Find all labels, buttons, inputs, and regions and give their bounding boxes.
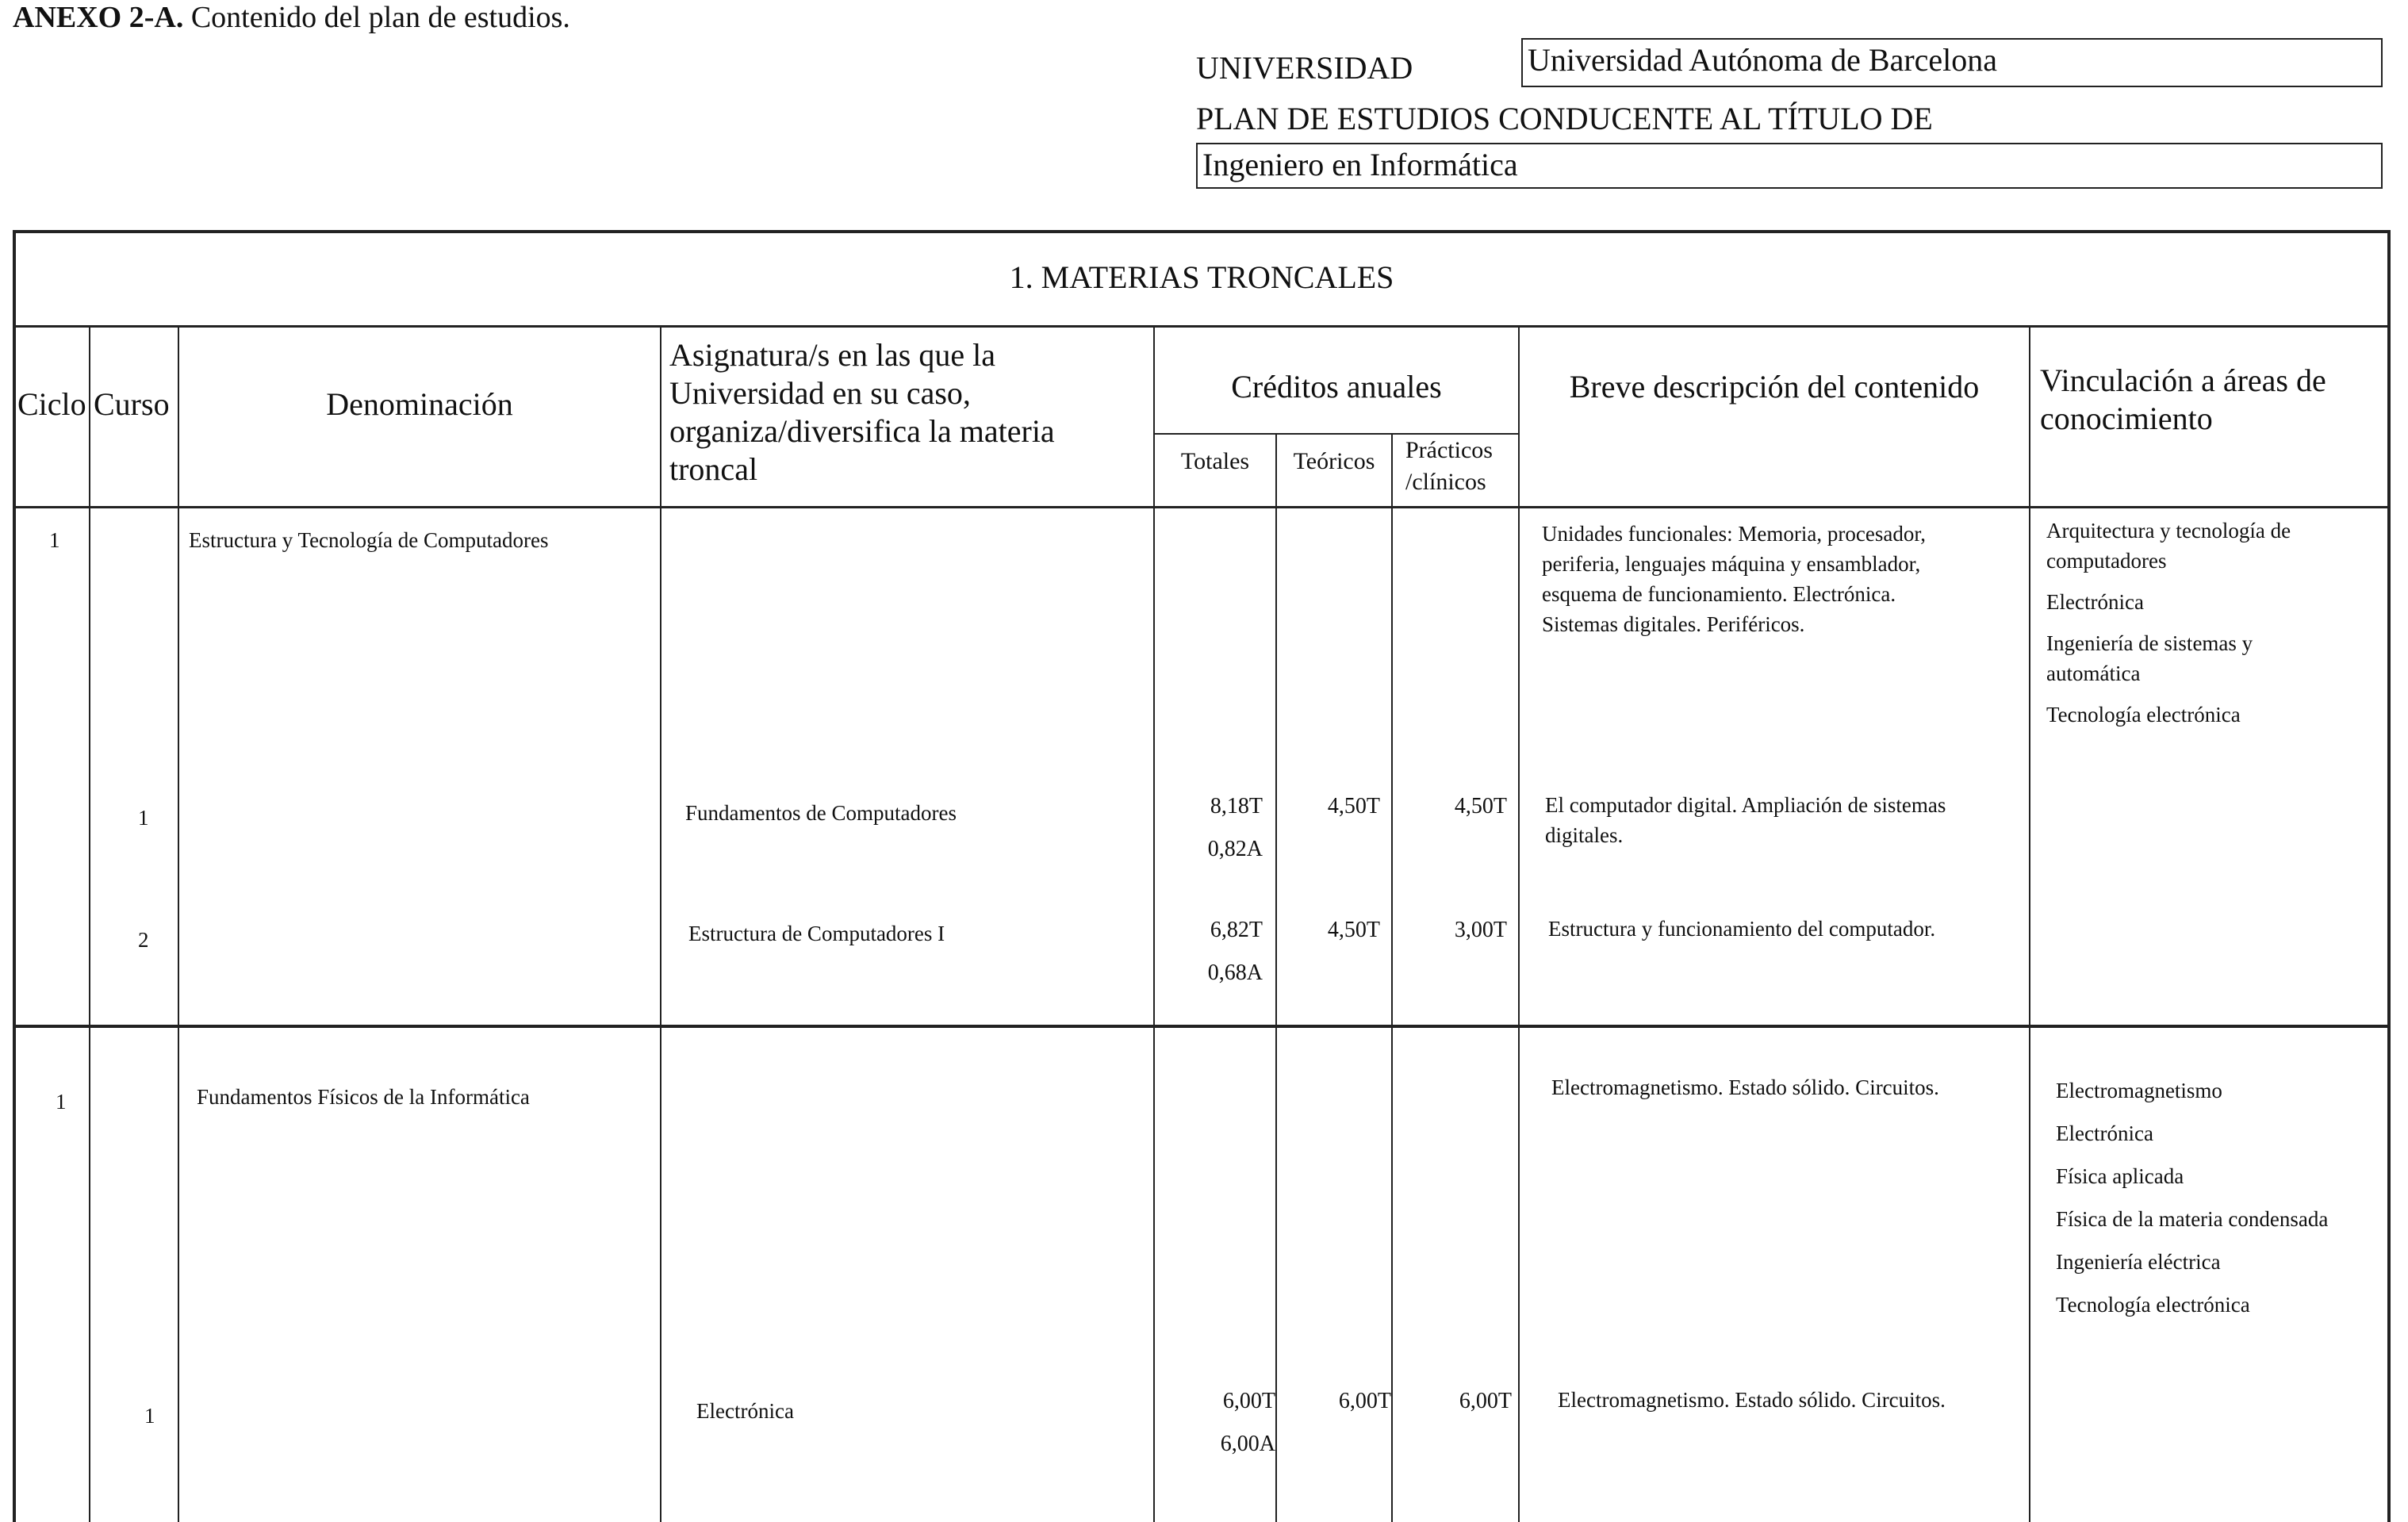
titulo-value: Ingeniero en Informática [1202, 147, 1518, 182]
col-curso: Curso [94, 386, 170, 422]
asignatura-descripcion: El computador digital. Ampliación de sistemas digitales. [1545, 793, 1946, 847]
area-item: Física de la materia condensada [2056, 1207, 2329, 1231]
universidad-value: Universidad Autónoma de Barcelona [1528, 42, 1998, 78]
area-item: Electrónica [2046, 590, 2144, 614]
materia-ciclo: 1 [49, 528, 60, 552]
area-item: Ingeniería de sistemas y [2046, 631, 2253, 655]
materia-denominacion: Fundamentos Físicos de la Informática [197, 1085, 530, 1109]
asignatura-practicos: 6,00T [1459, 1389, 1512, 1413]
asignatura-teoricos: 4,50T [1327, 794, 1380, 819]
area-item: Física aplicada [2056, 1164, 2184, 1188]
universidad-label: UNIVERSIDAD [1196, 50, 1413, 86]
asignatura-totales-t: 6,00T [1222, 1389, 1275, 1413]
materia-areas [2046, 516, 2291, 730]
col-practicos: Prácticos /clínicos [1405, 437, 1493, 495]
materias-troncales-table [13, 230, 2391, 1522]
asignatura-curso: 2 [138, 928, 149, 952]
materia-descripcion: Electromagnetismo. Estado sólido. Circuitos. [1551, 1075, 1939, 1099]
asignatura-nombre: Fundamentos de Computadores [685, 801, 957, 825]
asignatura-totales-a: 0,82A [1207, 837, 1263, 861]
plan-label: PLAN DE ESTUDIOS CONDUCENTE AL TÍTULO DE [1196, 101, 1933, 136]
area-item: Ingeniería eléctrica [2056, 1250, 2221, 1274]
asignatura-teoricos: 6,00T [1338, 1389, 1391, 1413]
materia-descripcion: Unidades funcionales: Memoria, procesador, periferia, lenguajes máquina y ensamblador, esquema de funcionamiento. Electrónica. Sistemas digitales. Periféricos. [1542, 522, 1927, 636]
asignatura-totales-t: 8,18T [1210, 794, 1263, 819]
asignatura-teoricos: 4,50T [1327, 918, 1380, 942]
col-asignatura: Asignatura/s en las que la Universidad en su caso, organiza/diversifica la materia troncal [669, 337, 1055, 487]
area-item: Tecnología electrónica [2056, 1293, 2250, 1317]
section-title: 1. MATERIAS TRONCALES [1009, 259, 1394, 295]
col-creditos: Créditos anuales [1231, 369, 1442, 404]
asignatura-totales-a: 0,68A [1207, 960, 1263, 985]
materia-ciclo: 1 [56, 1090, 67, 1114]
asignatura-curso: 1 [138, 806, 149, 830]
col-totales: Totales [1180, 448, 1250, 474]
asignatura-curso: 1 [144, 1404, 155, 1428]
asignatura-nombre: Electrónica [696, 1399, 794, 1423]
col-teoricos: Teóricos [1293, 448, 1375, 474]
materia-denominacion: Estructura y Tecnología de Computadores [189, 528, 549, 552]
asignatura-nombre: Estructura de Computadores I [688, 922, 945, 945]
annex-title: ANEXO 2-A. Contenido del plan de estudios. [13, 1, 570, 34]
area-item: Tecnología electrónica [2046, 703, 2241, 726]
universidad-field [1521, 38, 2383, 87]
asignatura-totales-a: 6,00A [1220, 1432, 1275, 1456]
asignatura-descripcion: Estructura y funcionamiento del computador. [1548, 917, 1936, 941]
area-item: computadores [2046, 549, 2167, 573]
area-item: automática [2046, 661, 2141, 685]
titulo-field [1196, 143, 2383, 189]
area-item: Electrónica [2056, 1121, 2153, 1145]
col-denominacion: Denominación [326, 386, 513, 422]
area-item: Electromagnetismo [2056, 1079, 2222, 1102]
area-item: Arquitectura y tecnología de [2046, 519, 2291, 542]
asignatura-practicos: 4,50T [1454, 794, 1507, 819]
materia-areas [2056, 1069, 2328, 1326]
asignatura-practicos: 3,00T [1454, 918, 1507, 942]
asignatura-totales-t: 6,82T [1210, 918, 1263, 942]
col-descripcion: Breve descripción del contenido [1569, 369, 1980, 404]
col-ciclo: Ciclo [17, 386, 86, 422]
asignatura-descripcion: Electromagnetismo. Estado sólido. Circuitos. [1558, 1388, 1946, 1412]
col-vinculacion: Vinculación a áreas de conocimiento [2040, 362, 2326, 436]
